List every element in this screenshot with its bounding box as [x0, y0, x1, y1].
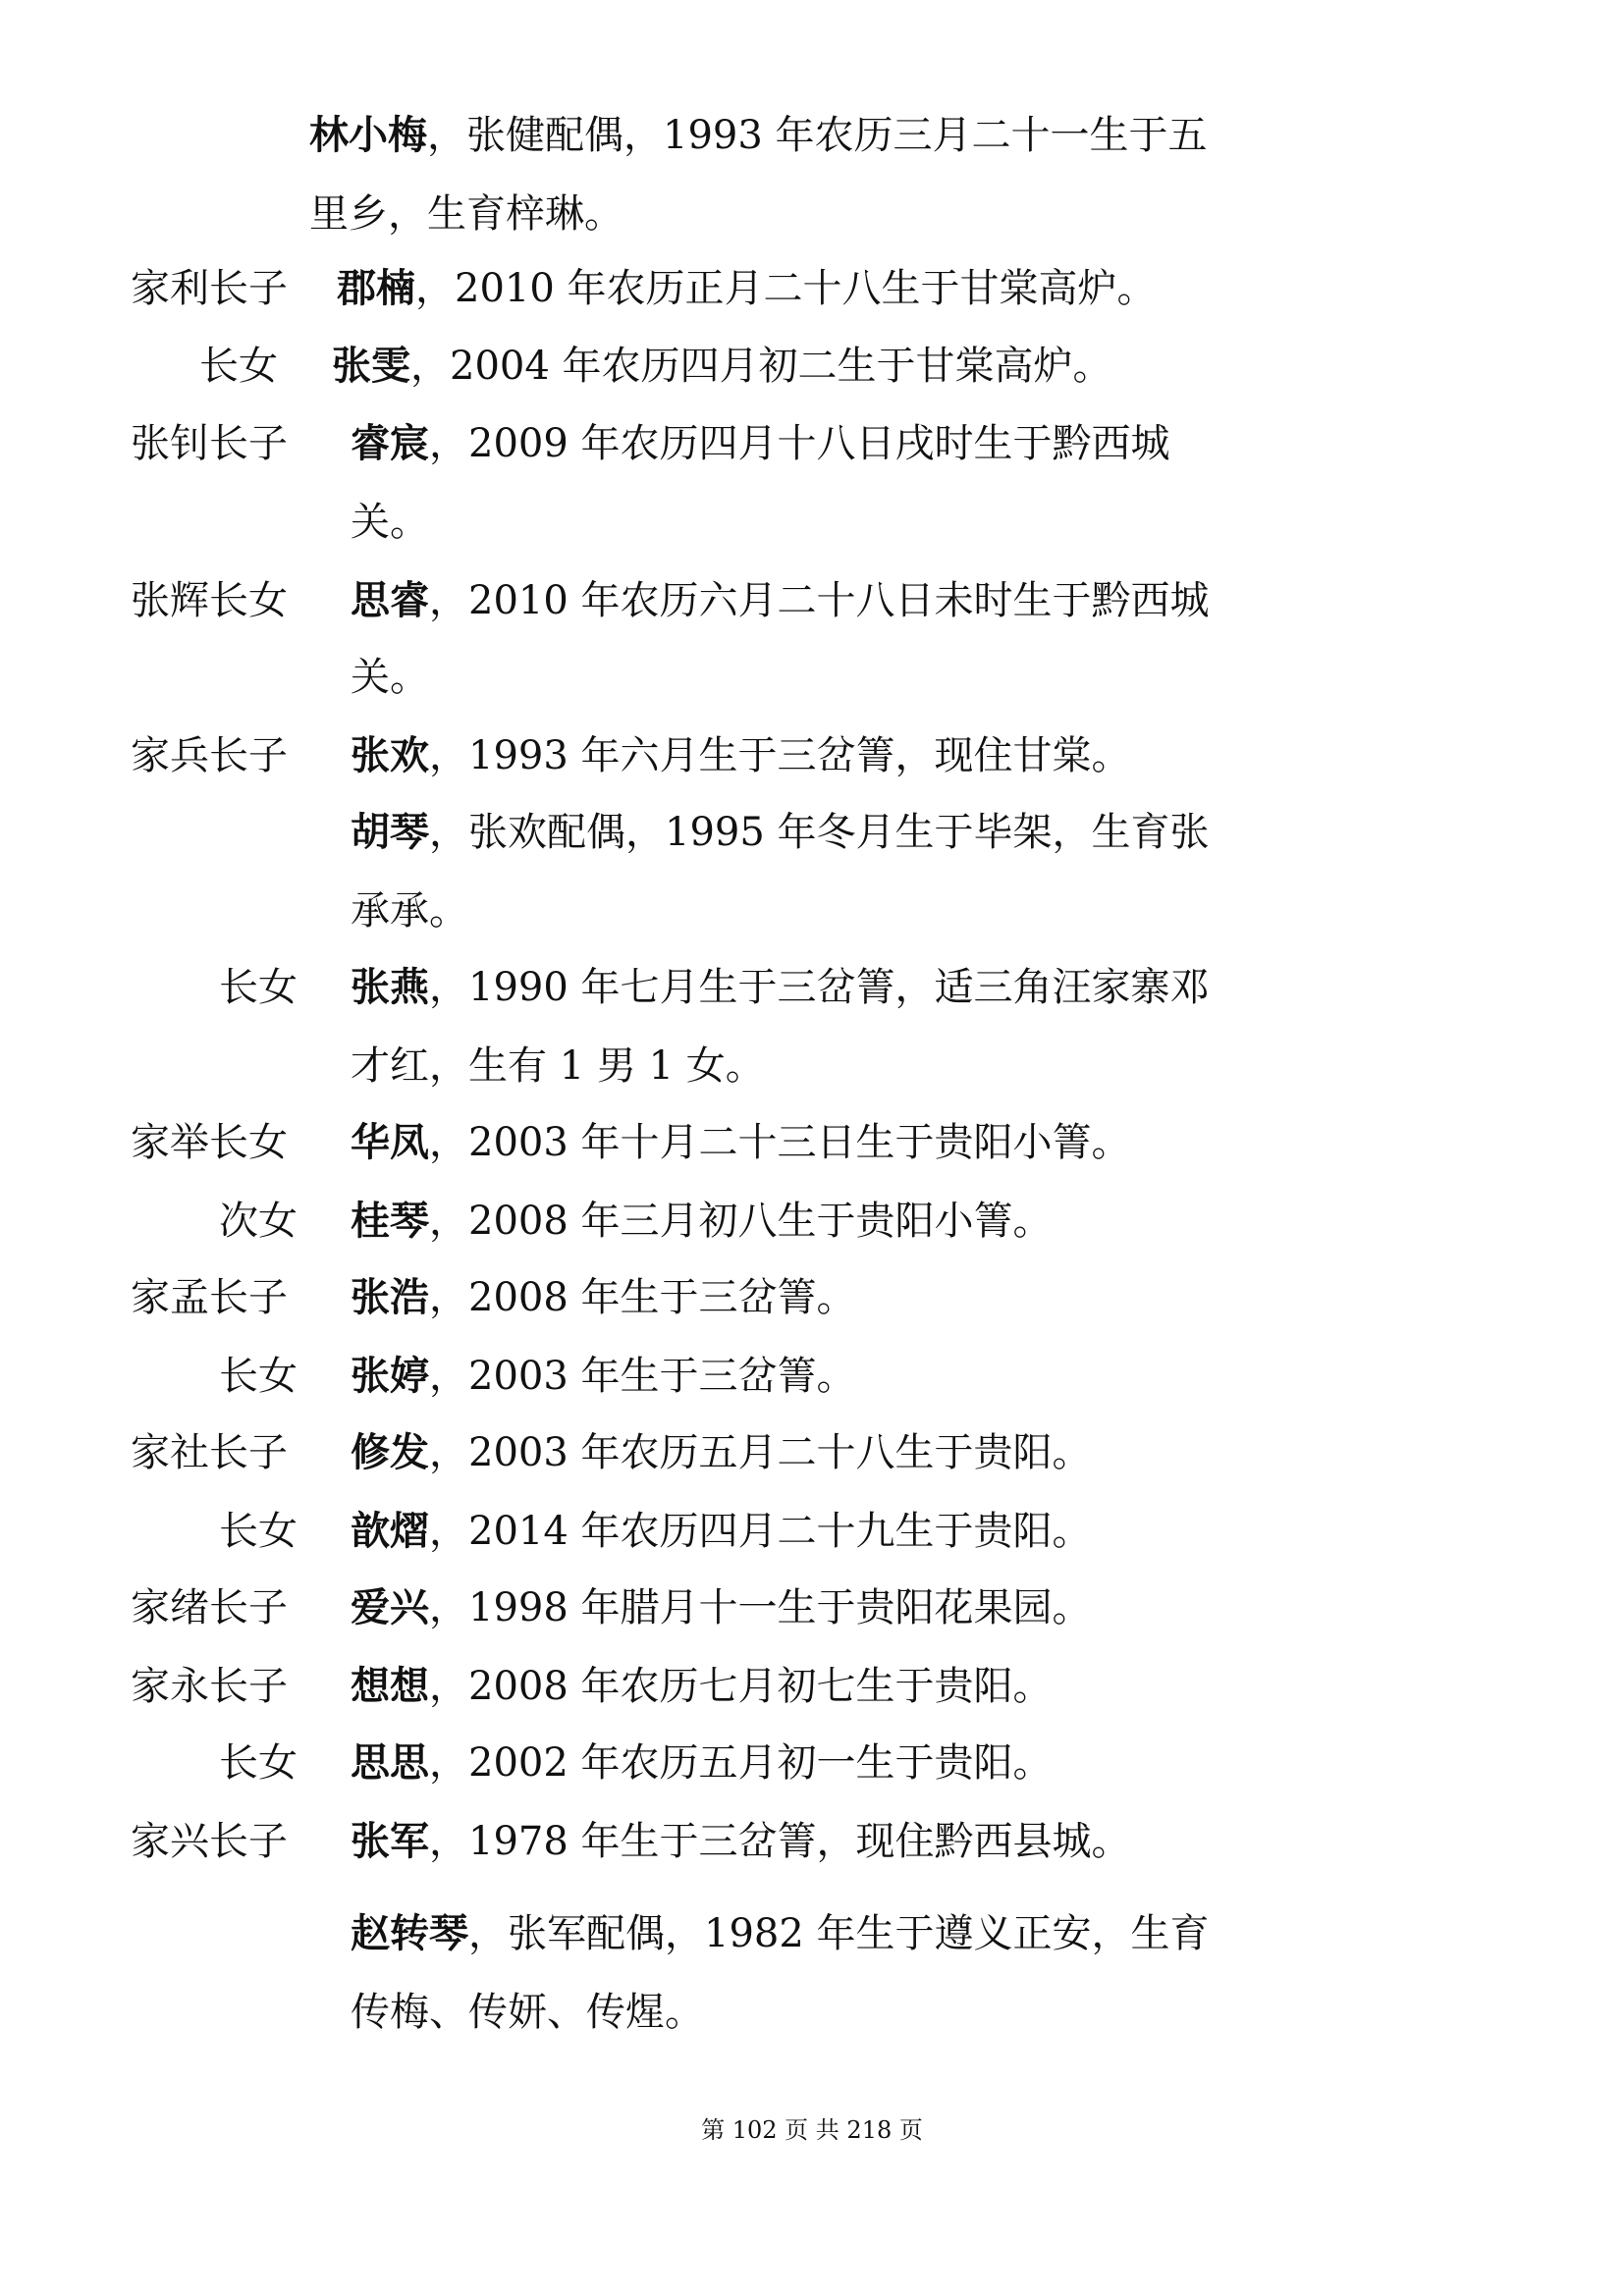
- relation-label: 家利长子: [131, 266, 288, 311]
- entry-line: [351, 418, 1170, 469]
- person-name: 张欢: [351, 733, 429, 778]
- relation-label: 家永长子: [131, 1664, 288, 1709]
- entry-continuation: 承承。: [351, 888, 468, 934]
- entry-line: [309, 110, 1208, 161]
- person-name: 张婷: [351, 1354, 429, 1399]
- entry-line: [351, 575, 1210, 626]
- entry-continuation: 里乡，生育梓琳。: [309, 191, 623, 237]
- entry-line: [332, 341, 1112, 392]
- person-name: 张雯: [332, 344, 410, 389]
- entry-line: [351, 1661, 1053, 1712]
- relation-label: 长女: [199, 344, 278, 389]
- person-name: 林小梅: [309, 113, 427, 158]
- relation-label: 家举长女: [131, 1120, 288, 1165]
- entry-line: [351, 1582, 1092, 1633]
- entry-text: ，1990 年七月生于三岔箐，适三角汪家寨邓: [429, 965, 1210, 1010]
- entry-text: ，2008 年生于三岔箐。: [429, 1275, 856, 1320]
- entry-text: ，2009 年农历四月十八日戌时生于黔西城: [429, 421, 1170, 466]
- person-name: 赵转琴: [351, 1911, 468, 1956]
- page-number-footer: 第 102 页 共 218 页: [701, 2116, 923, 2144]
- entry-text: ，2003 年生于三岔箐。: [429, 1354, 856, 1399]
- entry-text: ，1993 年六月生于三岔箐，现住甘棠。: [429, 733, 1131, 778]
- entry-text: ，2008 年农历七月初七生于贵阳。: [429, 1664, 1053, 1709]
- entry-text: ，2003 年农历五月二十八生于贵阳。: [429, 1430, 1092, 1475]
- entry-text: ，1998 年腊月十一生于贵阳花果园。: [429, 1585, 1092, 1630]
- relation-label: 家绪长子: [131, 1585, 288, 1630]
- relation-label: 家兵长子: [131, 733, 288, 778]
- entry-text: ，2010 年农历六月二十八日未时生于黔西城: [429, 578, 1210, 623]
- entry-text: ，张健配偶，1993 年农历三月二十一生于五: [427, 113, 1208, 158]
- entry-text: ，2003 年十月二十三日生于贵阳小箐。: [429, 1120, 1131, 1165]
- entry-line: [351, 807, 1210, 858]
- entry-text: ，2010 年农历正月二十八生于甘棠高炉。: [415, 266, 1157, 311]
- person-name: 胡琴: [351, 810, 429, 855]
- entry-line: [351, 962, 1210, 1013]
- relation-label: 长女: [219, 965, 298, 1010]
- entry-line: [351, 1272, 856, 1323]
- entry-text: ，1978 年生于三岔箐，现住黔西县城。: [429, 1819, 1131, 1864]
- entry-text: ，2014 年农历四月二十九生于贵阳。: [429, 1509, 1092, 1554]
- relation-label: 长女: [219, 1740, 298, 1786]
- relation-label: 家兴长子: [131, 1819, 288, 1864]
- entry-text: ，2004 年农历四月初二生于甘棠高炉。: [410, 344, 1112, 389]
- entry-text: ，2002 年农历五月初一生于贵阳。: [429, 1740, 1053, 1786]
- entry-line: [351, 1506, 1092, 1557]
- person-name: 张军: [351, 1819, 429, 1864]
- entry-text: ，张军配偶，1982 年生于遵义正安，生育: [468, 1911, 1210, 1956]
- entry-continuation: 关。: [351, 500, 429, 545]
- relation-label: 家社长子: [131, 1430, 288, 1475]
- relation-label: 家孟长子: [131, 1275, 288, 1320]
- relation-label: 长女: [219, 1509, 298, 1554]
- person-name: 歆熠: [351, 1509, 429, 1554]
- entry-line: [351, 730, 1131, 781]
- person-name: 桂琴: [351, 1199, 429, 1244]
- person-name: 睿宸: [351, 421, 429, 466]
- relation-label: 长女: [219, 1354, 298, 1399]
- entry-line: [351, 1351, 856, 1402]
- relation-label: 张钊长子: [131, 421, 288, 466]
- entry-continuation: 才红，生有 1 男 1 女。: [351, 1043, 765, 1089]
- entry-line: [351, 1117, 1131, 1168]
- relation-label: 次女: [219, 1199, 298, 1244]
- entry-continuation: 传梅、传妍、传煋。: [351, 1990, 704, 2035]
- relation-label: 张辉长女: [131, 578, 288, 623]
- entry-line: [337, 263, 1157, 314]
- person-name: 修发: [351, 1430, 429, 1475]
- person-name: 爱兴: [351, 1585, 429, 1630]
- person-name: 思睿: [351, 578, 429, 623]
- entry-line: [351, 1908, 1210, 1959]
- person-name: 华凤: [351, 1120, 429, 1165]
- entry-line: [351, 1427, 1092, 1478]
- person-name: 想想: [351, 1664, 429, 1709]
- entry-line: [351, 1196, 1053, 1247]
- entry-continuation: 关。: [351, 655, 429, 700]
- person-name: 张燕: [351, 965, 429, 1010]
- person-name: 张浩: [351, 1275, 429, 1320]
- entry-text: ，张欢配偶，1995 年冬月生于毕架，生育张: [429, 810, 1210, 855]
- entry-line: [351, 1737, 1053, 1789]
- person-name: 思思: [351, 1740, 429, 1786]
- person-name: 郡楠: [337, 266, 415, 311]
- entry-text: ，2008 年三月初八生于贵阳小箐。: [429, 1199, 1053, 1244]
- entry-line: [351, 1816, 1131, 1867]
